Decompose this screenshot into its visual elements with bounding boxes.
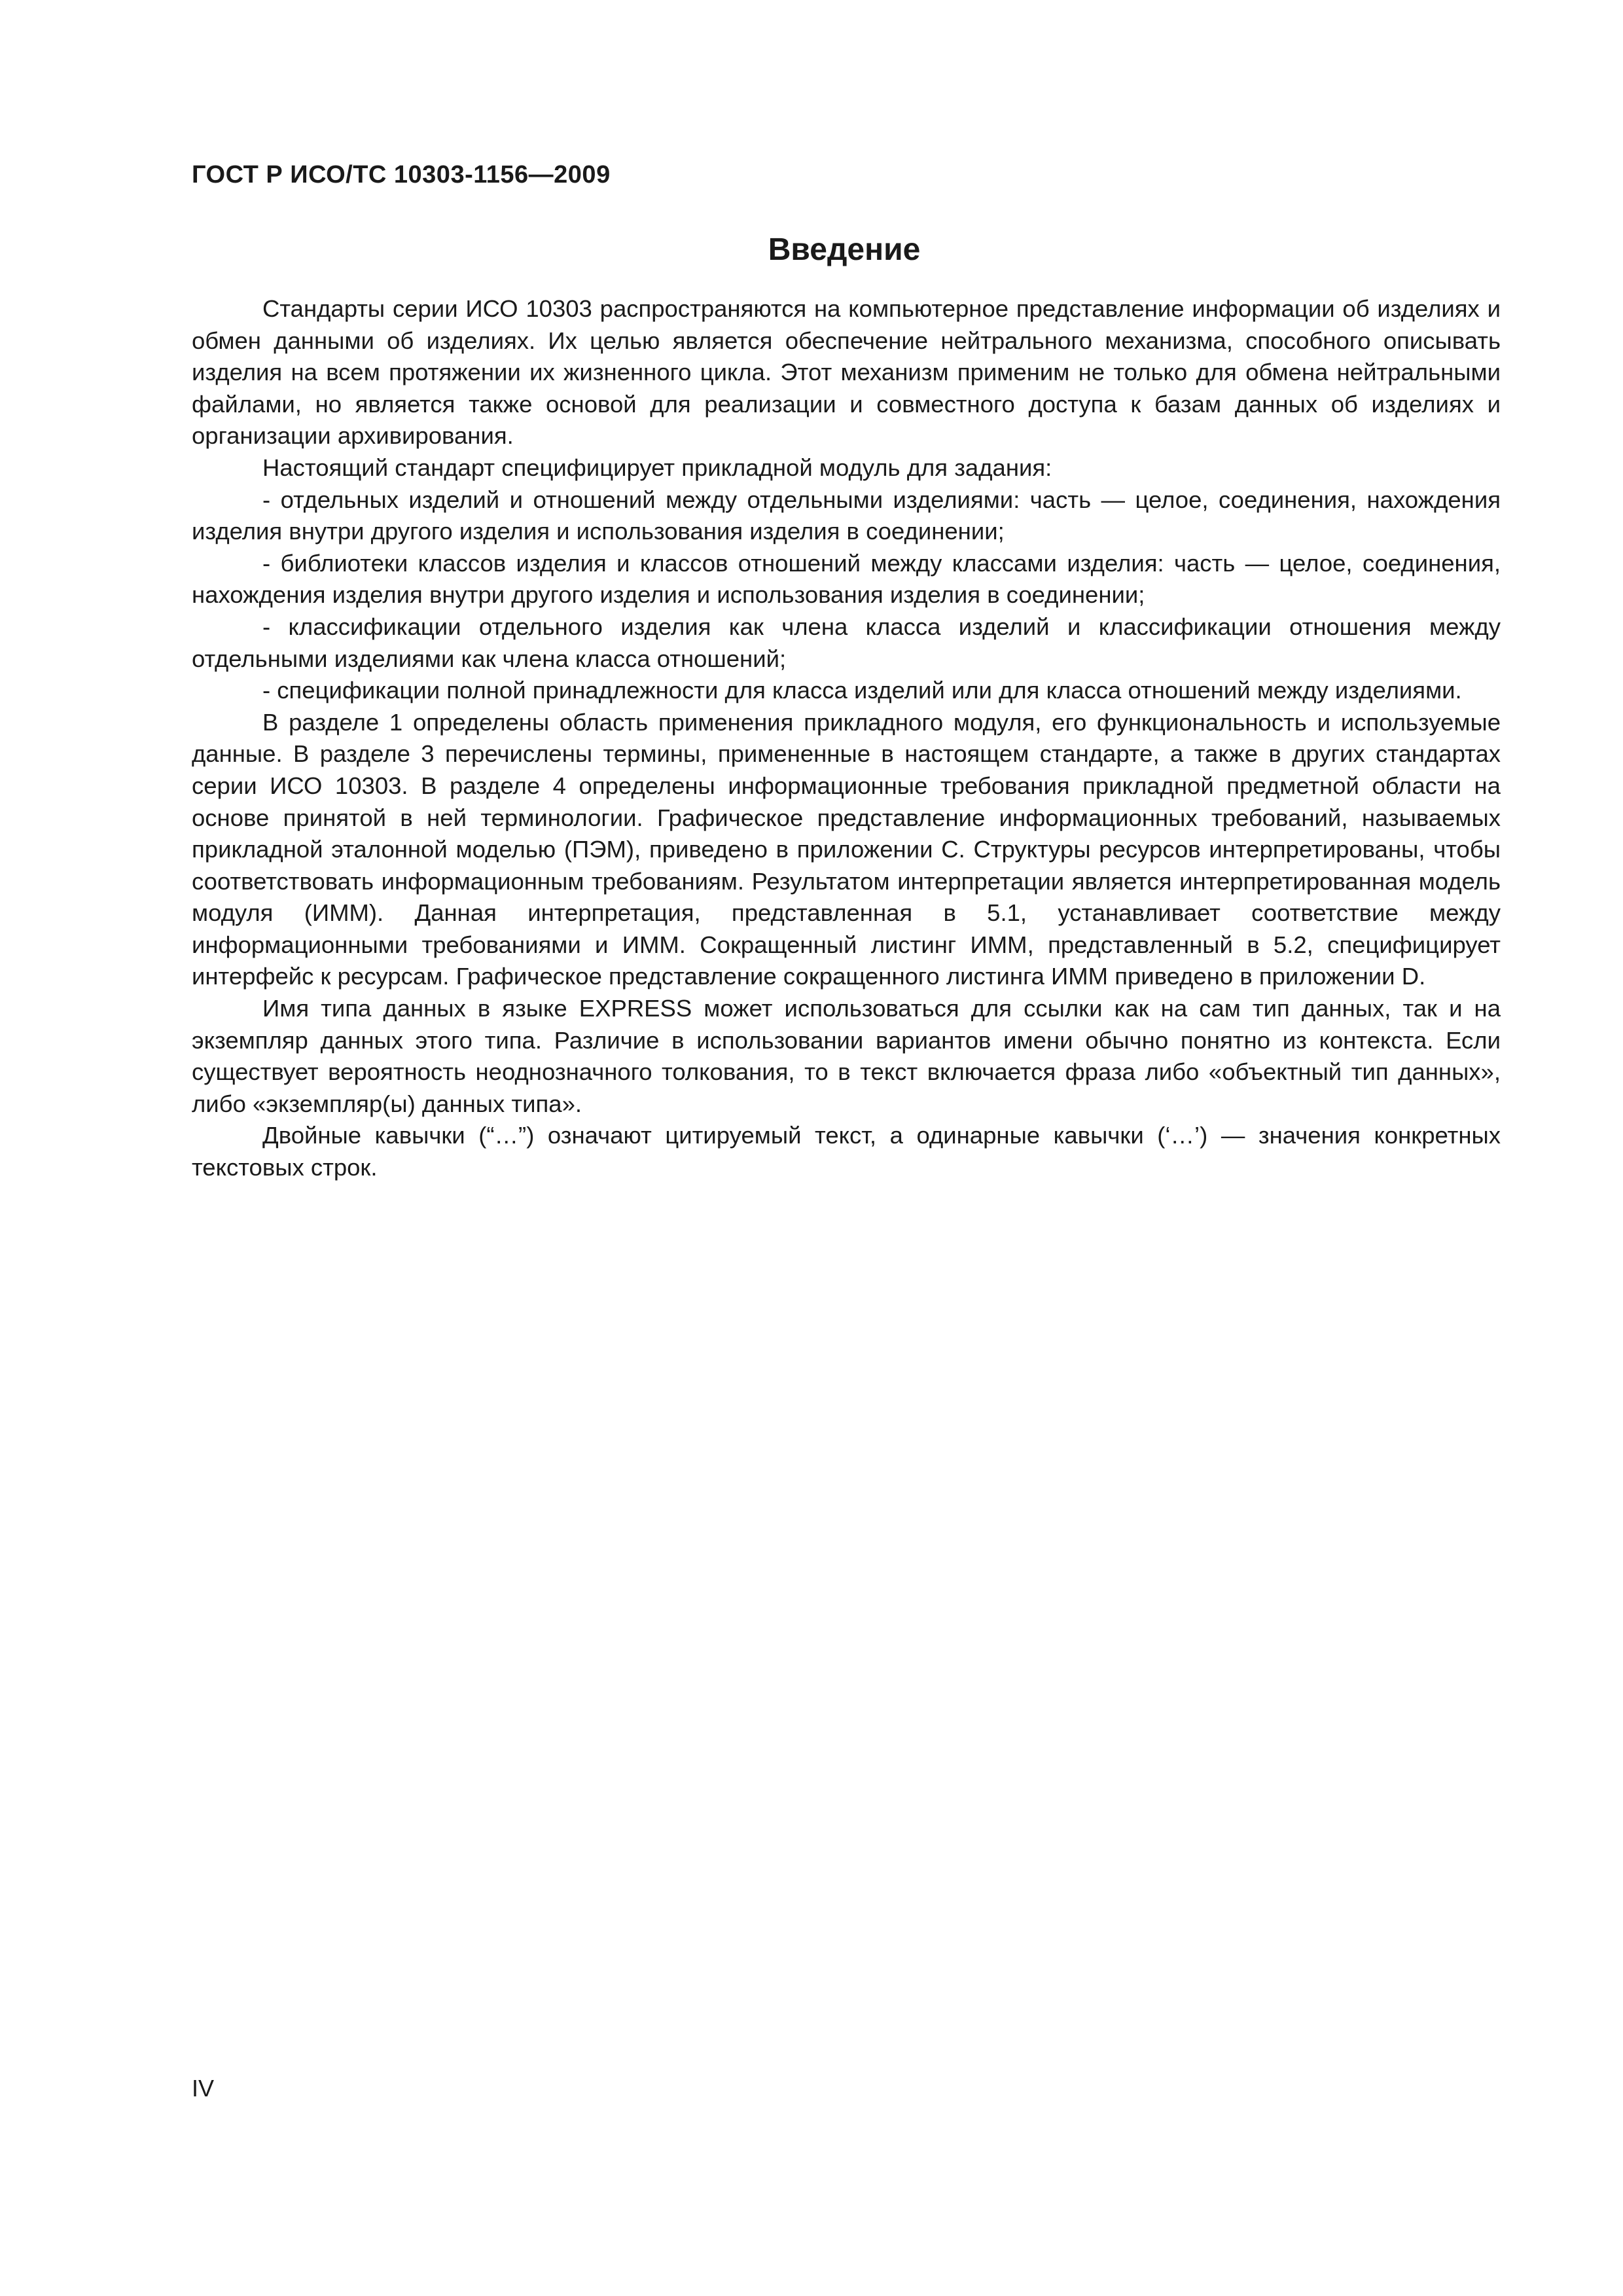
list-item-membership: - спецификации полной принадлежности для класса изделий или для класса отношений между изделиями. xyxy=(262,677,1462,704)
paragraph-express-names: Имя типа данных в языке EXPRESS может использоваться для ссылки как на сам тип данных, так и на экземпляр данных этого типа. Различие в использовании вариантов имени обычно понятно из контекста. Если существует вероятность неоднозначного толкования, то в текст включается фраза либо «объектный тип данных», либо «экземпляр(ы) данных типа». xyxy=(192,995,1501,1117)
section-title: Введение xyxy=(768,232,921,267)
paragraph-specifies: Настоящий стандарт специфицирует прикладной модуль для задания: xyxy=(262,454,1052,481)
list-item-individual-products: - отдельных изделий и отношений между отдельными изделиями: часть — целое, соединения, нахождения изделия внутри другого изделия и использования изделия в соединении; xyxy=(192,486,1501,545)
document-standard-code: ГОСТ Р ИСО/ТС 10303-1156—2009 xyxy=(192,161,611,188)
body-text xyxy=(192,293,1501,1184)
paragraph-scope: Стандарты серии ИСО 10303 распространяются на компьютерное представление информации об изделиях и обмен данными об изделиях. Их целью является обеспечение нейтрального механизма, способного описывать изделия на всем протяжении их жизненного цикла. Этот механизм применим не только для обмена нейтральными файлами, но является также основой для реализации и совместного доступа к базам данных об изделиях и организации архивирования. xyxy=(192,295,1501,450)
list-item-classification: - классификации отдельного изделия как члена класса изделий и классификации отношения между отдельными изделиями как члена класса отношений; xyxy=(192,613,1501,672)
page-number: IV xyxy=(192,2075,215,2102)
paragraph-sections-overview: В разделе 1 определены область применения прикладного модуля, его функциональность и используемые данные. В разделе 3 перечислены термины, примененные в настоящем стандарте, а также в других стандартах серии ИСО 10303. В разделе 4 определены информационные требования прикладной предметной области на основе принятой в ней терминологии. Графическое представление информационных требований, называемых прикладной эталонной моделью (ПЭМ), приведено в приложении С. Структуры ресурсов интерпретированы, чтобы соответствовать информационным требованиям. Результатом интерпретации является интерпретированная модель модуля (ИММ). Данная интерпретация, представленная в 5.1, устанавливает соответствие между информационными требованиями и ИММ. Сокращенный листинг ИММ, представленный в 5.2, специфицирует интерфейс к ресурсам. Графическое представление сокращенного листинга ИММ приведено в приложении D. xyxy=(192,708,1501,990)
paragraph-quotes: Двойные кавычки (“…”) означают цитируемый текст, а одинарные кавычки (‘…’) — значения конкретных текстовых строк. xyxy=(192,1122,1501,1181)
list-item-class-library: - библиотеки классов изделия и классов отношений между классами изделия: часть — целое, соединения, нахождения изделия внутри другого изделия и использования изделия в соединении; xyxy=(192,549,1501,609)
